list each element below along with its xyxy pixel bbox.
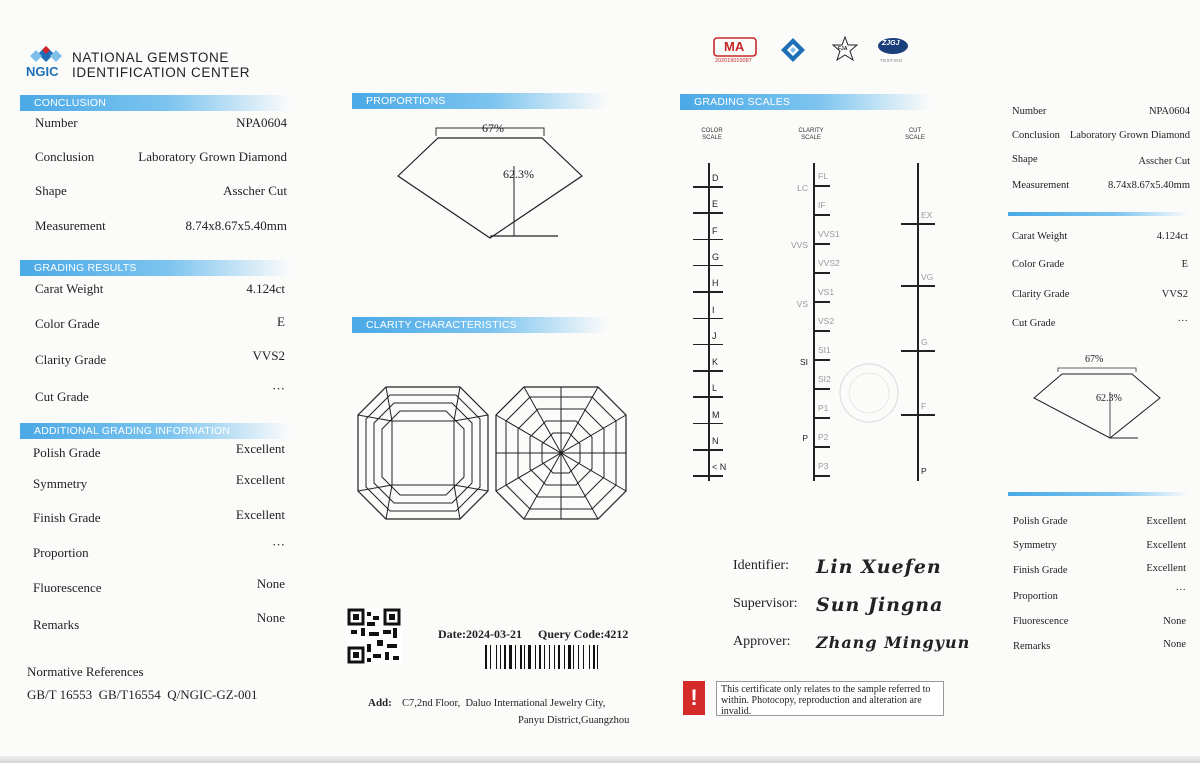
summary-add-value: Excellent (1146, 540, 1186, 551)
clarity-grade-label: P1 (818, 403, 829, 413)
conclusion-row (35, 183, 287, 201)
conclusion-label: Conclusion (35, 149, 95, 164)
barcode-bar (544, 645, 545, 669)
org-name-line1: NATIONAL GEMSTONE (72, 50, 229, 65)
barcode-bar (509, 645, 512, 669)
summary-value: NPA0604 (1148, 106, 1190, 117)
summary-add-value: None (1163, 639, 1186, 650)
cut-grade-label: G (921, 337, 928, 347)
summary-add-row (1013, 585, 1186, 609)
identifier-signature: Lin Xuefen (816, 556, 942, 578)
additional-value: None (256, 610, 285, 625)
grading-value: VVS2 (252, 348, 285, 363)
color-grade-label: G (712, 251, 720, 262)
color-grade-tick (693, 449, 723, 451)
barcode-bar (535, 645, 536, 669)
ngic-abbr: NGIC (26, 64, 59, 79)
color-grade-tick (693, 396, 723, 398)
barcode-bar (549, 645, 550, 669)
cut-scale-axis (917, 163, 919, 481)
color-grade-label: < N (712, 462, 727, 473)
diamond-logo-icon (778, 36, 808, 66)
stamp-seal-icon (838, 362, 900, 424)
cert-logos (712, 36, 912, 70)
additional-value: Excellent (235, 441, 285, 456)
summary-divider-1 (1008, 212, 1188, 216)
cut-grade-label: F (921, 401, 927, 411)
additional-row (33, 507, 285, 528)
clarity-group-label: SI (799, 357, 808, 367)
summary-value: Asscher Cut (1138, 156, 1190, 167)
color-grade-label: D (712, 173, 719, 183)
warning-box (680, 678, 946, 718)
additional-value: Excellent (235, 472, 285, 487)
clarity-grade-tick (813, 330, 830, 332)
summary-add-row (1013, 516, 1186, 534)
cut-grade-tick (901, 350, 935, 352)
conclusion-value: 8.74x8.67x5.40mm (185, 218, 287, 233)
fja-mark: FJA (838, 46, 848, 52)
color-grade-label: H (712, 278, 719, 289)
summary-grade-row (1012, 231, 1188, 249)
barcode-bar (485, 645, 487, 669)
summary-depth-percent: 62.3% (1096, 393, 1122, 404)
summary-grade-value: ··· (1177, 316, 1188, 327)
color-grade-tick (693, 265, 723, 267)
summary-value: Laboratory Grown Diamond (1069, 130, 1190, 141)
summary-add-row (1013, 540, 1186, 558)
additional-row (33, 576, 285, 598)
summary-add-label: Remarks (1013, 641, 1051, 652)
cut-grade-tick (901, 223, 935, 225)
summary-grade-label: Cut Grade (1012, 318, 1056, 329)
additional-row (33, 472, 285, 494)
summary-add-label: Proportion (1013, 591, 1058, 602)
barcode-bar (504, 645, 506, 669)
additional-label: Symmetry (33, 476, 88, 491)
summary-add-value: ··· (1175, 585, 1186, 596)
clarity-grade-label (818, 374, 832, 384)
summary-add-label: Finish Grade (1013, 565, 1068, 576)
grading-scales-bar: GRADING SCALES (680, 94, 930, 110)
additional-info-bar: ADDITIONAL GRADING INFORMATION (20, 423, 290, 439)
clarity-grade-tick (813, 388, 830, 390)
barcode-bar (500, 645, 501, 669)
summary-grade-value: VVS2 (1161, 289, 1188, 300)
barcode-bar (496, 645, 497, 669)
clarity-grade-main: VS1 (818, 287, 835, 297)
summary-grade-label: Color Grade (1012, 259, 1065, 270)
color-grade-label: E (712, 199, 719, 210)
barcode-bar (589, 645, 590, 669)
summary-grade-label: Clarity Grade (1012, 289, 1070, 300)
grading-row (35, 348, 285, 370)
barcode-bar (564, 645, 565, 669)
clarity-group-label: VVS (790, 240, 808, 250)
clarity-grade-main: VVS1 (818, 229, 840, 239)
summary-label: Number (1012, 106, 1047, 117)
additional-row (33, 537, 285, 563)
normative-refs: GB/T 16553 GB/T16554 Q/NGIC-GZ-001 (27, 687, 258, 702)
summary-grade-value: 4.124ct (1156, 231, 1188, 242)
conclusion-label: Number (35, 115, 78, 130)
summary-add-value: None (1163, 616, 1186, 627)
summary-grade-row (1012, 289, 1188, 307)
summary-add-row (1013, 565, 1186, 583)
conclusion-value: Laboratory Grown Diamond (138, 149, 287, 164)
color-grade-label: I (712, 304, 715, 315)
barcode-bar (528, 645, 531, 669)
grading-value: ··· (272, 381, 285, 396)
grading-value: 4.124ct (246, 281, 285, 296)
query-code: Query Code:4212 (538, 627, 629, 641)
summary-grade-row (1012, 259, 1188, 277)
additional-label: Remarks (33, 617, 80, 632)
clarity-characteristics-bar: CLARITY CHARACTERISTICS (352, 317, 607, 333)
clarity-grade-label (818, 316, 835, 326)
proportions-bar: PROPORTIONS (352, 93, 607, 109)
qr-code[interactable] (347, 608, 401, 664)
grading-label: Clarity Grade (35, 352, 107, 367)
grading-value: E (277, 314, 285, 329)
clarity-grade-main: SI2 (818, 374, 831, 384)
barcode-bar (490, 645, 491, 669)
grading-row (35, 316, 285, 334)
address-label: Add: (368, 697, 392, 709)
cut-grade-label: P (921, 466, 927, 476)
additional-value: ··· (272, 537, 285, 552)
clarity-grade-tick (813, 475, 830, 477)
barcode-bar (554, 645, 555, 669)
cma-mark: MA (724, 39, 745, 54)
grading-label: Color Grade (35, 316, 100, 331)
clarity-scale-axis (813, 163, 815, 481)
summary-grade-value: E (1181, 259, 1188, 270)
clarity-grade-label: P3 (818, 461, 829, 471)
barcode-bar (558, 645, 560, 669)
conclusion-row (35, 149, 287, 167)
clarity-grade-label (818, 287, 835, 297)
conclusion-row (35, 115, 287, 133)
grading-row (35, 381, 285, 407)
clarity-group-label: LC (797, 183, 808, 193)
conclusion-value: NPA0604 (236, 115, 287, 130)
clarity-grade-label: IF (818, 200, 826, 210)
barcode (485, 645, 627, 669)
summary-grade-row (1012, 318, 1188, 336)
clarity-grade-tick (813, 272, 830, 274)
normative-title: Normative References (27, 664, 144, 679)
color-scale-axis (708, 163, 710, 481)
warning-text: This certificate only relates to the sample referred to within. Photocopy, reproduction and alteration are invalid. (721, 684, 931, 717)
clarity-grade-tick (813, 243, 830, 245)
additional-row (33, 610, 285, 635)
clarity-group-label: P (802, 433, 808, 443)
clarity-grade-tick (813, 359, 830, 361)
cut-scale-title: CUT SCALE (905, 128, 925, 141)
clarity-scale-title: CLARITY SCALE (798, 128, 824, 141)
supervisor-signature: Sun Jingna (816, 594, 944, 616)
clarity-group-label: VS (796, 299, 808, 309)
color-grade-tick (693, 318, 723, 320)
color-grade-tick (693, 370, 723, 372)
identifier-label: Identifier: (733, 558, 789, 573)
address-line1: C7,2nd Floor, Daluo International Jewelry City, (402, 698, 606, 709)
additional-value: None (256, 576, 285, 591)
summary-grade-label: Carat Weight (1012, 231, 1068, 242)
conclusion-row (35, 218, 287, 236)
conclusion-label: Measurement (35, 218, 106, 233)
cut-grade-label: EX (921, 210, 933, 220)
barcode-bar (520, 645, 522, 669)
additional-label: Proportion (33, 545, 89, 560)
conclusion-bar: CONCLUSION (20, 95, 290, 111)
barcode-bar (524, 645, 525, 669)
summary-add-value: Excellent (1146, 563, 1186, 574)
additional-label: Polish Grade (33, 445, 101, 460)
color-grade-label: N (712, 436, 719, 446)
barcode-bar (583, 645, 584, 669)
color-scale-title: COLOR SCALE (701, 128, 723, 141)
approver-signature: Zhang Mingyun (816, 633, 971, 652)
table-percent: 67% (482, 121, 504, 135)
org-name-line2: IDENTIFICATION CENTER (72, 65, 251, 80)
asscher-pavilion-diagram (494, 385, 628, 521)
clarity-grade-tick (813, 446, 830, 448)
summary-label: Shape (1012, 154, 1038, 165)
color-grade-tick (693, 212, 723, 214)
additional-label: Fluorescence (33, 580, 102, 595)
clarity-grade-main: VVS2 (818, 258, 840, 268)
approver-label: Approver: (733, 634, 791, 649)
cut-grade-tick (901, 414, 935, 416)
summary-row (1012, 130, 1190, 148)
additional-label: Finish Grade (33, 510, 101, 525)
clarity-grade-main: SI1 (818, 345, 831, 355)
summary-add-value: Excellent (1146, 516, 1186, 527)
proportion-diagram (390, 118, 590, 243)
barcode-bar (539, 645, 541, 669)
clarity-grade-label (818, 345, 832, 355)
clarity-grade-label (818, 229, 840, 239)
color-grade-label: F (712, 225, 718, 236)
clarity-grade-tick (813, 185, 830, 187)
color-grade-label: J (712, 330, 717, 341)
color-grade-tick (693, 344, 723, 346)
grading-results-bar: GRADING RESULTS (20, 260, 290, 276)
conclusion-label: Shape (35, 183, 67, 198)
address-line2: Panyu District,Guangzhou (518, 715, 630, 726)
summary-divider-2 (1008, 492, 1188, 496)
barcode-bar (593, 645, 595, 669)
clarity-grade-label: P2 (818, 432, 829, 442)
summary-add-label: Symmetry (1013, 540, 1057, 551)
color-grade-tick (693, 423, 723, 425)
conclusion-value: Asscher Cut (223, 183, 287, 198)
grading-label: Carat Weight (35, 281, 104, 296)
summary-label: Measurement (1012, 180, 1070, 191)
grading-row (35, 281, 285, 299)
color-grade-tick (693, 186, 723, 188)
cut-grade-label: VG (921, 272, 934, 282)
barcode-bar (573, 645, 574, 669)
supervisor-label: Supervisor: (733, 596, 798, 611)
warning-icon: ! (683, 681, 705, 715)
cut-grade-tick (901, 285, 935, 287)
clarity-grade-label (818, 258, 840, 268)
summary-table-percent: 67% (1085, 354, 1104, 365)
zjgj-mark: ZJGJ (882, 40, 900, 47)
testing-text: TESTING (880, 58, 904, 63)
depth-percent: 62.3% (503, 167, 534, 181)
barcode-bar (515, 645, 516, 669)
summary-add-label: Polish Grade (1013, 516, 1068, 527)
color-grade-tick (693, 475, 723, 477)
barcode-bar (578, 645, 579, 669)
summary-add-row (1013, 616, 1186, 634)
summary-row (1012, 106, 1190, 124)
cma-number: 202019015087 (715, 58, 752, 64)
issue-date: Date:2024-03-21 (438, 627, 522, 641)
clarity-grade-tick (813, 417, 830, 419)
barcode-bar (597, 645, 598, 669)
summary-row (1012, 180, 1190, 198)
color-grade-tick (693, 291, 723, 293)
clarity-grade-tick (813, 301, 830, 303)
grading-label: Cut Grade (35, 389, 89, 404)
asscher-crown-diagram (356, 385, 490, 521)
summary-value: 8.74x8.67x5.40mm (1108, 180, 1190, 191)
color-grade-label: K (712, 357, 719, 368)
clarity-grade-label: FL (818, 171, 828, 181)
page-bottom-edge (0, 756, 1200, 763)
barcode-bar (568, 645, 571, 669)
summary-label: Conclusion (1012, 130, 1060, 141)
color-grade-label: L (712, 383, 718, 394)
summary-row (1012, 154, 1190, 172)
clarity-grade-tick (813, 214, 830, 216)
summary-add-row (1013, 641, 1186, 659)
additional-value: Excellent (235, 507, 285, 522)
color-grade-tick (693, 239, 723, 241)
summary-add-label: Fluorescence (1013, 616, 1069, 627)
clarity-grade-main: VS2 (818, 316, 835, 326)
color-grade-label: M (712, 409, 720, 420)
additional-row (33, 441, 285, 463)
